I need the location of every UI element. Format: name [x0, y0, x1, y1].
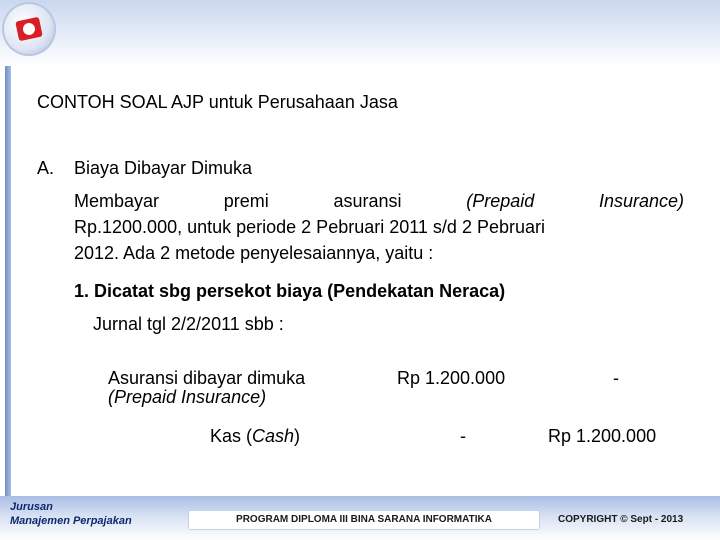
paragraph-line-1 — [74, 188, 684, 214]
entry-account-1: Asuransi dibayar dimuka — [108, 368, 306, 388]
footer-department-line-1: Jurusan — [10, 501, 53, 513]
header-band — [0, 0, 720, 66]
entry-account-2-en: Cash — [252, 426, 295, 446]
bsi-logo — [2, 2, 56, 56]
entry-account-2-prefix: Kas ( — [210, 426, 253, 446]
description-paragraph — [74, 188, 684, 266]
slide-heading: CONTOH SOAL AJP untuk Perusahaan Jasa — [37, 92, 398, 112]
left-vertical-rule — [5, 66, 11, 496]
footer-department-line-2: Manajemen Perpajakan — [10, 515, 132, 527]
section-letter: A. — [37, 158, 55, 178]
entry-credit-2: Rp 1.200.000 — [548, 426, 657, 446]
paragraph-line-2: Rp.1200.000, untuk periode 2 Pebruari 2011 s/d 2 Pebruari — [74, 217, 545, 237]
entry-debit-1: Rp 1.200.000 — [397, 368, 506, 388]
entry-credit-1: - — [613, 368, 619, 388]
entry-debit-2: - — [460, 426, 466, 446]
method-title: 1. Dicatat sbg persekot biaya (Pendekatan Neraca) — [74, 281, 506, 301]
section-title: Biaya Dibayar Dimuka — [74, 158, 253, 178]
paragraph-line-3: 2012. Ada 2 metode penyelesaiannya, yaitu : — [74, 243, 434, 263]
word: premi — [223, 191, 269, 211]
word: Membayar — [74, 191, 160, 211]
footer-program-name: PROGRAM DIPLOMA III BINA SARANA INFORMATIKA — [188, 510, 540, 530]
footer-department — [10, 500, 186, 536]
word-italic: Insurance) — [598, 191, 684, 211]
footer-band — [0, 496, 720, 540]
logo-mark — [15, 17, 43, 42]
entry-account-2-suffix: ) — [294, 426, 301, 446]
word-italic: (Prepaid — [466, 191, 535, 211]
journal-date-label: Jurnal tgl 2/2/2011 sbb : — [93, 314, 284, 334]
entry-account-1-en: (Prepaid Insurance) — [108, 387, 267, 407]
word: asuransi — [333, 191, 402, 211]
footer-copyright: COPYRIGHT © Sept - 2013 — [558, 514, 684, 525]
entry-account-2 — [210, 426, 300, 447]
